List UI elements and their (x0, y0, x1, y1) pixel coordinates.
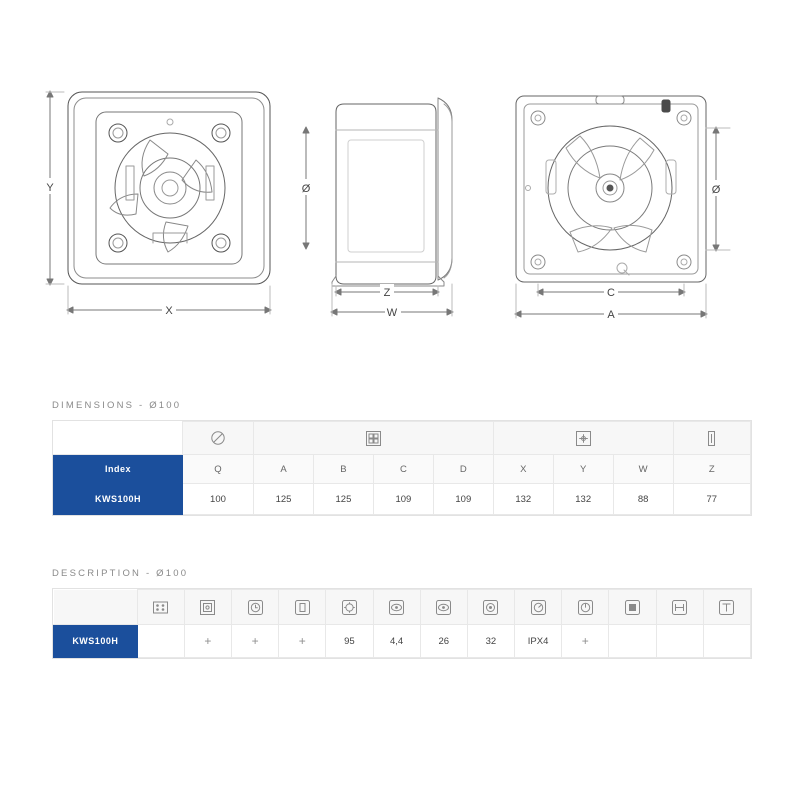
plus-mark: + (581, 633, 589, 648)
column-header-q: Q (182, 455, 253, 484)
dimensions-icon-header-row (54, 422, 751, 455)
desc-cell-6: 26 (420, 625, 467, 658)
plus-square-icon (575, 430, 592, 447)
plus-square-icon-cell (493, 422, 673, 455)
depth-icon-cell (673, 422, 750, 455)
power-icon (577, 599, 594, 616)
cell-w: 88 (613, 484, 673, 515)
desc-cell-9 (562, 625, 609, 658)
motion-icon (388, 599, 405, 616)
cell-y: 132 (553, 484, 613, 515)
speed-icon (530, 599, 547, 616)
row-index-kws100h-desc: KWS100H (54, 625, 138, 658)
dimensions-table-wrapper (52, 420, 752, 516)
speed-icon-cell (515, 590, 562, 625)
sensor-icon-cell (279, 590, 326, 625)
desc-cell-5: 4,4 (373, 625, 420, 658)
pullcord-icon (435, 599, 452, 616)
column-header-d: D (433, 455, 493, 484)
technical-drawings (0, 0, 800, 380)
grid-icon (152, 599, 169, 616)
svg-text:Y: Y (46, 182, 54, 194)
cell-x: 132 (493, 484, 553, 515)
desc-cell-7: 32 (467, 625, 514, 658)
cell-z: 77 (673, 484, 750, 515)
cell-b: 125 (313, 484, 373, 515)
svg-text:C: C (607, 287, 615, 299)
header-blank-cell (54, 422, 183, 455)
diameter-icon-cell (182, 422, 253, 455)
dimensions-label-row (54, 455, 751, 484)
depth-icon (705, 430, 718, 447)
description-section-title: DESCRIPTION - Ø100 (52, 568, 189, 579)
dimensions-table (53, 421, 751, 515)
noise-icon (671, 599, 688, 616)
plus-mark: + (251, 633, 259, 648)
desc-cell-8: IPX4 (515, 625, 562, 658)
column-header-c: C (373, 455, 433, 484)
side-view (299, 98, 453, 320)
column-header-z: Z (673, 455, 750, 484)
svg-text:A: A (607, 309, 615, 321)
column-header-x: X (493, 455, 553, 484)
table-row (54, 484, 751, 515)
desc-header-blank-cell (54, 590, 138, 625)
desc-cell-0 (137, 625, 184, 658)
cell-d: 109 (433, 484, 493, 515)
desc-cell-2 (231, 625, 278, 658)
back-view (515, 96, 730, 322)
cell-q: 100 (182, 484, 253, 515)
desc-cell-12 (703, 625, 750, 658)
timer-icon-cell (231, 590, 278, 625)
column-header-w: W (613, 455, 673, 484)
motion-icon-cell (373, 590, 420, 625)
column-header-a: A (254, 455, 314, 484)
switch-icon (482, 599, 499, 616)
sensor-icon (294, 599, 311, 616)
table-row (54, 625, 751, 658)
column-header-y: Y (553, 455, 613, 484)
desc-cell-1 (184, 625, 231, 658)
humidity-icon-cell (326, 590, 373, 625)
description-icon-header-row (54, 590, 751, 625)
panel-icon (199, 599, 216, 616)
noise-icon-cell (656, 590, 703, 625)
panel-icon-cell (184, 590, 231, 625)
temp-icon-cell (703, 590, 750, 625)
column-header-b: B (313, 455, 373, 484)
svg-text:Ø: Ø (301, 183, 311, 195)
temp-icon (718, 599, 735, 616)
svg-text:Ø: Ø (711, 184, 721, 196)
description-table (53, 589, 751, 658)
humidity-icon (341, 599, 358, 616)
desc-cell-11 (656, 625, 703, 658)
drawings-svg (0, 0, 800, 380)
description-table-wrapper (52, 588, 752, 659)
desc-cell-10 (609, 625, 656, 658)
plus-mark: + (298, 633, 306, 648)
index-label-cell: Index (54, 455, 183, 484)
plus-mark: + (204, 633, 212, 648)
switch-icon-cell (467, 590, 514, 625)
square-grid-icon (365, 430, 382, 447)
square-fill-icon-cell (609, 590, 656, 625)
row-index-kws100h: KWS100H (54, 484, 183, 515)
desc-cell-4: 95 (326, 625, 373, 658)
cell-c: 109 (373, 484, 433, 515)
cell-a: 125 (254, 484, 314, 515)
svg-text:W: W (386, 307, 398, 319)
svg-text:Z: Z (383, 287, 391, 299)
dimensions-section-title: DIMENSIONS - Ø100 (52, 400, 182, 411)
pullcord-icon-cell (420, 590, 467, 625)
front-view (44, 91, 271, 318)
timer-icon (247, 599, 264, 616)
diameter-icon (210, 430, 226, 446)
grid-icon-cell (137, 590, 184, 625)
svg-text:X: X (165, 305, 173, 317)
square-fill-icon (624, 599, 641, 616)
power-icon-cell (562, 590, 609, 625)
desc-cell-3 (279, 625, 326, 658)
square-grid-icon-cell (254, 422, 494, 455)
